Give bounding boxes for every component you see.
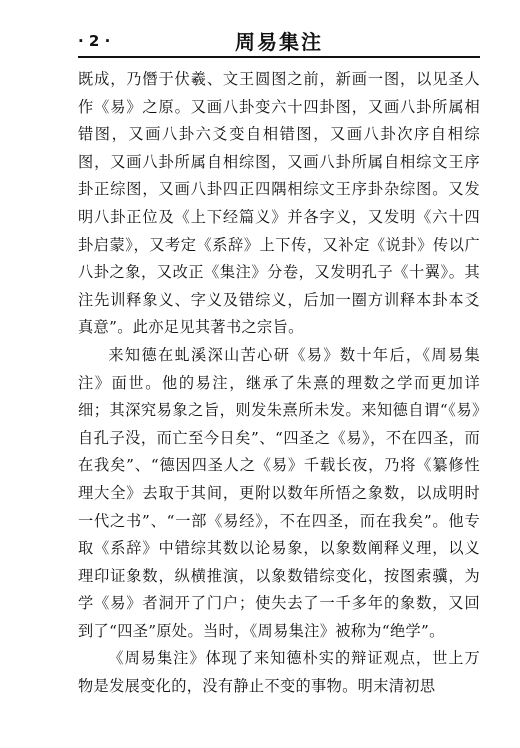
running-title: 周易集注 <box>235 30 323 54</box>
page-header <box>78 24 480 58</box>
paragraph-continued: 既成，乃僭于伏羲、文王圆图之前，新画一图，以见圣人作《易》之原。又画八卦变六十四卦图，又画八卦所属相错图，又画八卦六爻变自相错图，又画八卦次序自相综图，又画八卦所属自相综图，又画八卦所属自相综文王序卦正综图，又画八卦四正四隅相综文王序卦杂综图。又发明八卦正位及《上下经篇义》并各字义，又发明《六十四卦启蒙》，又考定《系辞》上下传，又补定《说卦》传以广八卦之象，又改正《集注》分卷，又发明孔子《十翼》。其注先训释象义、字义及错综义，后加一圈方训释本卦本爻真意”。此亦足见其著书之宗旨。 <box>78 70 480 337</box>
body-text <box>78 66 480 701</box>
paragraph: 《周易集注》体现了来知德朴实的辩证观点，世上万物是发展变化的，没有静止不变的事物。明末清初思 <box>78 649 480 696</box>
paragraph: 来知德在虬溪深山苦心研《易》数十年后，《周易集注》面世。他的易注，继承了朱熹的理数之学而更加详细；其深究易象之旨，则发朱熹所未发。来知德自谓“《易》自孔子没，而亡至今日矣”、“四圣之《易》，不在四圣，而在我矣”、“德因四圣人之《易》千载长夜，乃将《纂修性理大全》去取于其间，更附以数年所悟之象数，以成明时一代之书”、“一部《易经》，不在四圣，而在我矣”。他专取《系辞》中错综其数以论易象，以象数阐释义理，以义理印证象数，纵横推演，以象数错综变化，按图索骥，为学《易》者洞开了门户；使失去了一千多年的象数，又回到了“四圣”原处。当时，《周易集注》被称为“绝学”。 <box>78 345 480 640</box>
header-rule <box>78 56 480 58</box>
page-number: · 2 · <box>78 32 111 50</box>
